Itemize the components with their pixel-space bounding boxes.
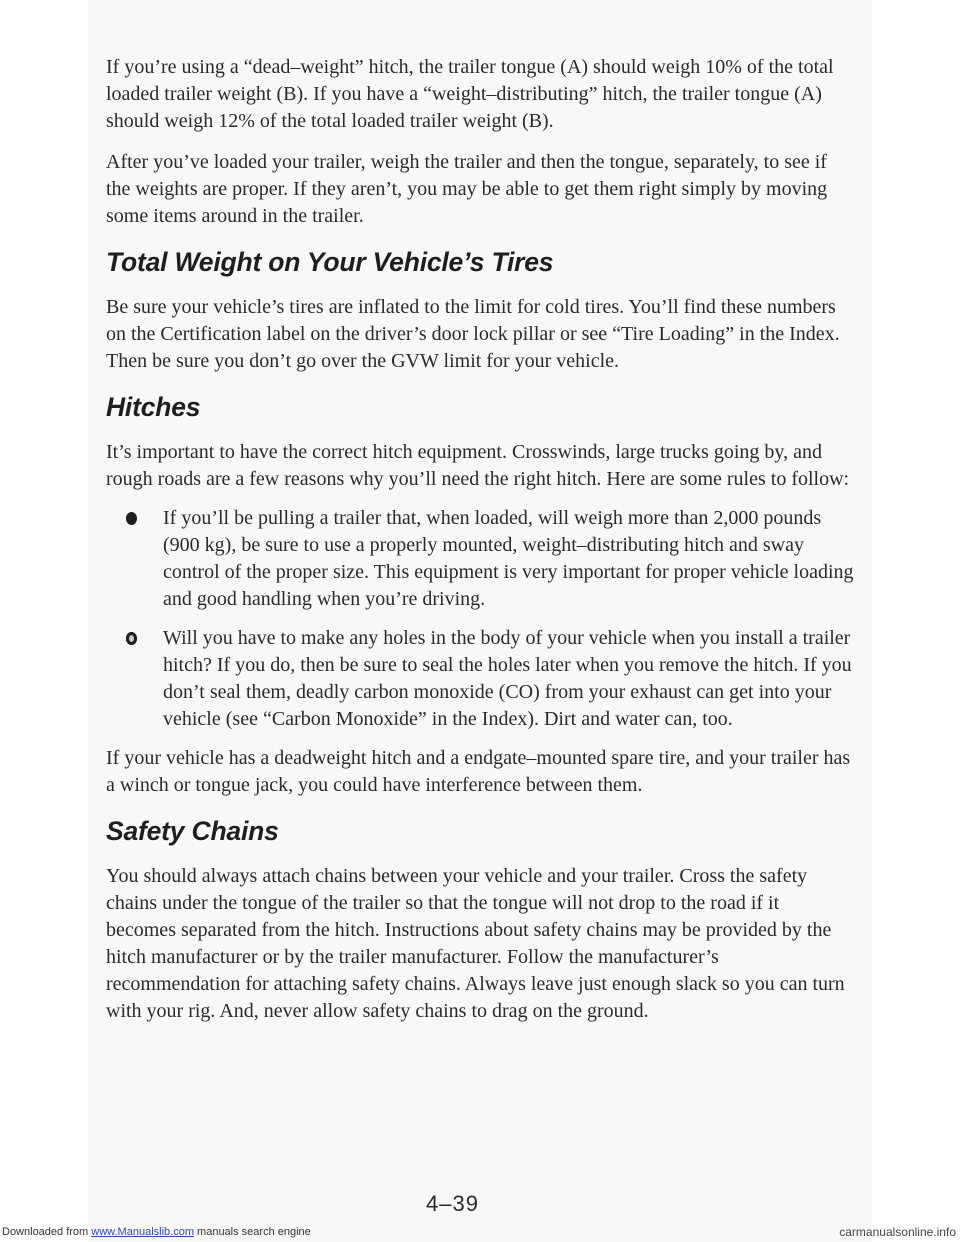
bullet-icon <box>126 512 137 525</box>
manualslib-link[interactable]: www.Manualslib.com <box>91 1226 194 1238</box>
watermark-text: carmanualsonline.info <box>839 1225 956 1239</box>
paragraph-weigh-trailer: After you’ve loaded your trailer, weigh the trailer and then the tongue, separately, to see if the weights are proper. If they aren’t, you may be able to get them right simply by moving some items around in the trailer. <box>106 151 828 227</box>
paragraph-tire-inflation: Be sure your vehicle’s tires are inflated to the limit for cold tires. You’ll find these numbers on the Certification label on the driver’s door lock pillar or see “Tire Loading” in the Index. Then be sure you don’t go over the GVW limit for your vehicle. <box>106 296 840 372</box>
list-item-text: If you’ll be pulling a trailer that, when loaded, will weigh more than 2,000 pounds (900 kg), be sure to use a properly mounted, weight–distributing hitch and sway control of the proper size. This equipment is very important for proper vehicle loading and good handling when you’re driving. <box>163 507 854 610</box>
paragraph-hitch-equipment: It’s important to have the correct hitch equipment. Crosswinds, large trucks going by, and rough roads are a few reasons why you’ll need the right hitch. Here are some rules to follow: <box>106 441 850 490</box>
page-number: 4–39 <box>426 1191 479 1216</box>
paragraph-tongue-weight: If you’re using a “dead–weight” hitch, the trailer tongue (A) should weigh 10% of the total loaded trailer weight (B). If you have a “weight–distributing” hitch, the trailer tongue (A) should weigh 12% of the total loaded trailer weight (B). <box>106 56 834 132</box>
download-prefix: Downloaded from <box>2 1226 92 1238</box>
page-content <box>106 54 854 1039</box>
heading-total-weight: Total Weight on Your Vehicle’s Tires <box>106 247 554 277</box>
download-suffix: manuals search engine <box>193 1226 311 1238</box>
list-item <box>106 625 854 733</box>
heading-safety-chains: Safety Chains <box>106 816 279 846</box>
paragraph-interference: If your vehicle has a deadweight hitch and a endgate–mounted spare tire, and your trailer has a winch or tongue jack, you could have interference between them. <box>106 747 851 796</box>
bullet-icon <box>126 632 137 645</box>
list-item-text: Will you have to make any holes in the body of your vehicle when you install a trailer hitch? If you do, then be sure to seal the holes later when you remove the hitch. If you don’t seal them, deadly carbon monoxide (CO) from your exhaust can get into your vehicle (see “Carbon Monoxide” in the Index). Dirt and water can, too. <box>163 627 852 730</box>
hitch-rules-list <box>106 505 854 733</box>
list-item <box>106 505 854 613</box>
paragraph-safety-chains: You should always attach chains between your vehicle and your trailer. Cross the safety chains under the tongue of the trailer so that the tongue will not drop to the road if it becomes separated from the hitch. Instructions about safety chains may be provided by the hitch manufacturer or by the trailer manufacturer. Follow the manufacturer’s recommendation for attaching safety chains. Always leave just enough slack so you can turn with your rig. And, never allow safety chains to drag on the ground. <box>106 865 845 1022</box>
heading-hitches: Hitches <box>106 392 201 422</box>
download-notice <box>2 1226 311 1238</box>
